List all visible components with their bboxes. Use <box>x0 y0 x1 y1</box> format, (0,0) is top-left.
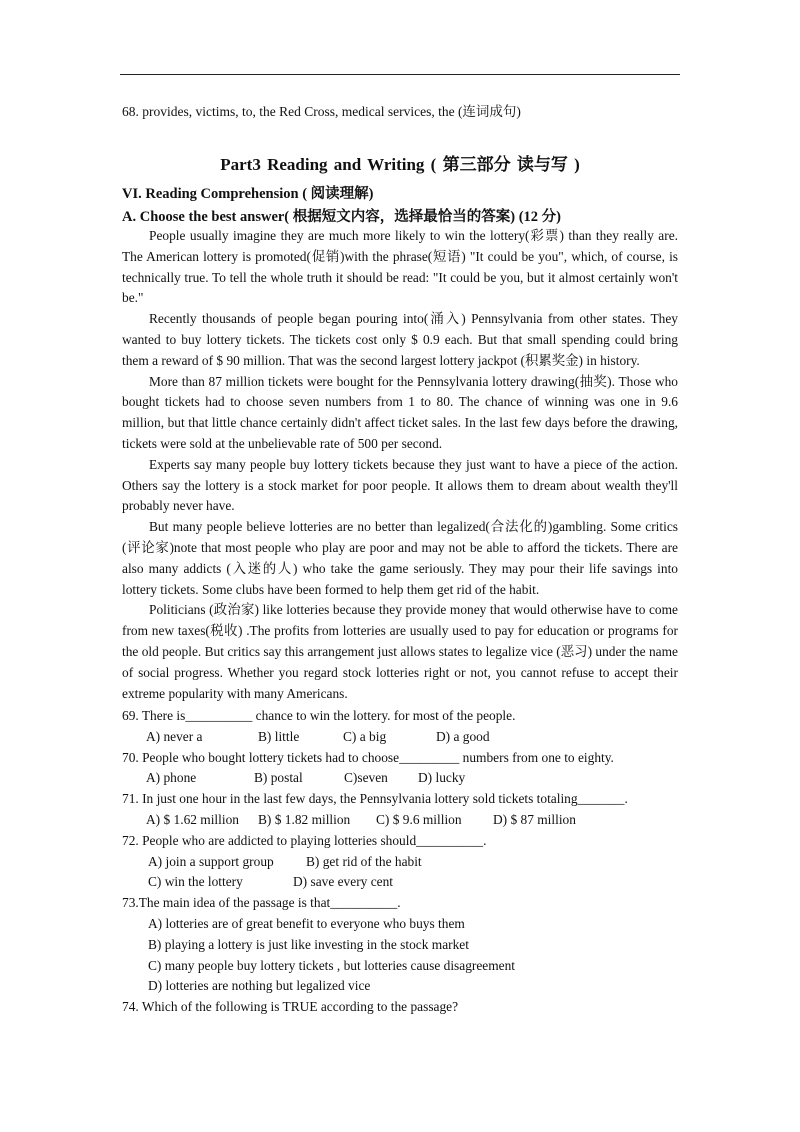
passage-paragraph: More than 87 million tickets were bought for the Pennsylvania lottery drawing(抽奖). Those who bought tickets had to choose seven numbers from 1 to 80. The chance of winning was one in 9.6 million, but that little chance certainly didn't affect ticket sales. In the last few days before the drawing, tickets were sold at the unbelievable rate of 500 per second. <box>122 373 678 451</box>
subsection-title: A. Choose the best answer( 根据短文内容，选择最恰当的答案) (12 分) <box>122 209 561 225</box>
option-a: A) phone <box>146 770 197 786</box>
passage-paragraph: Experts say many people buy lottery tickets because they just want to have a piece of the action. Others say the lottery is a stock market for poor people. It allows them to dream about wealth they'll probably never have. <box>122 456 678 514</box>
question-72-stem: 72. People who are addicted to playing lotteries should__________. <box>122 832 487 848</box>
option-b: B) postal <box>254 770 303 786</box>
passage-paragraph: Politicians (政治家) like lotteries because they provide money that would otherwise have to come from new taxes(税收) .The profits from lotteries are usually used to pay for education or programs for the old people. But critics say this arrangement just allows states to legalize vice (恶习) under the name of social progress. Whether you regard stock lotteries right or not, you cannot refuse to accept their extreme popularity with many Americans. <box>122 602 678 701</box>
question-70-options <box>122 768 678 789</box>
option-d: D) a good <box>436 728 490 744</box>
option-b: B) little <box>258 728 300 744</box>
section-title: VI. Reading Comprehension ( 阅读理解) <box>122 186 374 202</box>
question-list <box>122 706 678 1018</box>
question-70-stem: 70. People who bought lottery tickets had to choose_________ numbers from one to eighty. <box>122 749 614 765</box>
option-d: D) lotteries are nothing but legalized vice <box>148 978 371 994</box>
option-a: A) $ 1.62 million <box>146 811 239 827</box>
option-c: C) $ 9.6 million <box>376 811 462 827</box>
option-c: C) a big <box>343 728 387 744</box>
question-73-stem: 73.The main idea of the passage is that__________. <box>122 895 401 911</box>
question-74-stem: 74. Which of the following is TRUE according to the passage? <box>122 999 459 1015</box>
option-a: A) never a <box>146 728 203 744</box>
passage-paragraph: Recently thousands of people began pouring into(涌入) Pennsylvania from other states. They wanted to buy lottery tickets. The tickets cost only $ 0.9 each. But that small spending could bring them a reward of $ 90 million. That was the second largest lottery jackpot (积累奖金) in history. <box>122 311 678 368</box>
option-b: B) get rid of the habit <box>306 853 422 869</box>
option-d: D) lucky <box>418 770 466 786</box>
question-71-options <box>122 810 678 831</box>
option-c: C) many people buy lottery tickets , but lotteries cause disagreement <box>148 957 516 973</box>
option-d: D) $ 87 million <box>493 811 576 827</box>
option-b: B) $ 1.82 million <box>258 811 351 827</box>
option-a: A) lotteries are of great benefit to everyone who buys them <box>148 915 465 931</box>
option-b: B) playing a lottery is just like investing in the stock market <box>148 936 469 952</box>
passage-paragraph: People usually imagine they are much more likely to win the lottery(彩票) than they really are. The American lottery is promoted(促销)with the phrase(短语) "It could be you", which, of course, is technically true. To tell the whole truth it should be read: "It could be you, but it almost certainly won't be." <box>122 228 678 306</box>
option-c: C)seven <box>344 770 388 786</box>
reading-passage <box>122 226 678 704</box>
question-71-stem: 71. In just one hour in the last few days, the Pennsylvania lottery sold tickets totaling_______. <box>122 791 628 807</box>
option-d: D) save every cent <box>293 874 394 890</box>
question-72-options-row2 <box>122 872 678 893</box>
option-a: A) join a support group <box>148 853 274 869</box>
option-c: C) win the lottery <box>148 874 243 890</box>
question-68: 68. provides, victims, to, the Red Cross, medical services, the (连词成句) <box>122 104 521 119</box>
question-69-stem: 69. There is__________ chance to win the lottery. for most of the people. <box>122 708 516 723</box>
header-rule <box>120 74 680 75</box>
question-72-options-row1 <box>122 852 678 873</box>
part-title: Part3 Reading and Writing ( 第三部分 读与写 ) <box>220 155 580 174</box>
passage-paragraph: But many people believe lotteries are no better than legalized(合法化的)gambling. Some critics (评论家)note that most people who play are poor and may not be able to afford the tickets. There are also many addicts (入迷的人) who take the game seriously. They may pour their life savings into lottery tickets. Some clubs have been formed to help them get rid of the habit. <box>122 519 678 597</box>
question-69-options <box>122 727 678 748</box>
